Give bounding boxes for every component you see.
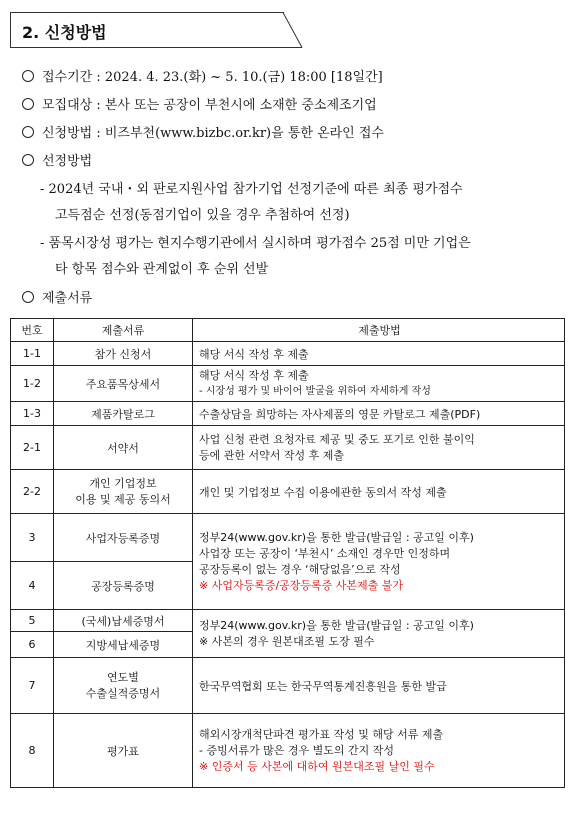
table-header-row bbox=[11, 319, 565, 342]
circle-bullet-icon bbox=[22, 98, 34, 110]
merged-method-3-4: 정부24(www.gov.kr)을 통한 발급(발급일 : 공고일 이후) 사업장 또는 공장이 ‘부천시’ 소재인 경우만 인정하며 공장등록이 없는 경우 ‘해당없음’으로 작성 ※ 사업자등록증/공장등록증 사본제출 불가 bbox=[193, 514, 565, 610]
header-method: 제출방법 bbox=[193, 319, 565, 342]
bullet-method: 신청방법 : 비즈부천(www.bizbc.or.kr)을 통한 온라인 접수 bbox=[22, 122, 384, 141]
bullet-period: 접수기간 : 2024. 4. 23.(화) ~ 5. 10.(금) 18:00 [18일간] bbox=[22, 66, 383, 85]
selection-item-1-line-2: 고득점순 선정(동점기업이 있을 경우 추첨하여 선정) bbox=[55, 208, 350, 223]
bullet-target: 모집대상 : 본사 또는 공장이 부천시에 소재한 중소제조기업 bbox=[22, 94, 377, 113]
bullet-submission: 제출서류 bbox=[22, 287, 92, 306]
table-row: 1-3 제품카탈로그 수출상담을 희망하는 자사제품의 영문 카탈로그 제출(PDF) bbox=[11, 402, 565, 426]
header-doc: 제출서류 bbox=[54, 319, 193, 342]
selection-item-2-line-2: 타 항목 점수와 관계없이 후 순위 선발 bbox=[55, 262, 269, 277]
title-box-slant bbox=[282, 12, 304, 52]
circle-bullet-icon bbox=[22, 291, 34, 303]
selection-item-1-line-1: - 2024년 국내・외 판로지원사업 참가기업 선정기준에 따른 최종 평가점수 bbox=[40, 182, 463, 197]
circle-bullet-icon bbox=[22, 126, 34, 138]
table-row: 7 연도별 수출실적증명서 한국무역협회 또는 한국무역통계진흥원을 통한 발급 bbox=[11, 658, 565, 714]
merged-method-5-6: 정부24(www.gov.kr)을 통한 발급(발급일 : 공고일 이후) ※ 사본의 경우 원본대조필 도장 필수 bbox=[193, 610, 565, 658]
table-row: 4 공장등록증명 bbox=[11, 562, 565, 610]
table-row: 2-2 개인 기업정보 이용 및 제공 동의서 개인 및 기업정보 수집 이용에관한 동의서 작성 제출 bbox=[11, 470, 565, 514]
table-row: 6 지방세납세증명 bbox=[11, 632, 565, 658]
table-row: 1-1 참가 신청서 해당 서식 작성 후 제출 bbox=[11, 342, 565, 366]
table-row: 3 사업자등록증명 정부24(www.gov.kr)을 통한 발급(발급일 : 공고일 이후) 사업장 또는 공장이 ‘부천시’ 소재인 경우만 인정하며 공장등록이 없는 경우 ‘해당없음’으로 작성 ※ 사업자등록증/공장등록증 사본제출 불가 bbox=[11, 514, 565, 562]
header-no: 번호 bbox=[11, 319, 54, 342]
table-row: 8 평가표 해외시장개척단파견 평가표 작성 및 해당 서류 제출 - 증빙서류가 많은 경우 별도의 간지 작성 ※ 인증서 등 사본에 대하여 원본대조필 날인 필수 bbox=[11, 714, 565, 788]
circle-bullet-icon bbox=[22, 70, 34, 82]
table-row: 1-2 주요품목상세서 해당 서식 작성 후 제출 - 시장성 평가 및 바이어 발굴을 위하여 자세하게 작성 bbox=[11, 366, 565, 402]
selection-item-2-line-1: - 품목시장성 평가는 현지수행기관에서 실시하며 평가점수 25점 미만 기업은 bbox=[40, 236, 471, 251]
submission-table bbox=[10, 318, 565, 788]
table-row: 2-1 서약서 사업 신청 관련 요청자료 제공 및 중도 포기로 인한 불이익 등에 관한 서약서 작성 후 제출 bbox=[11, 426, 565, 470]
section-title: 2. 신청방법 bbox=[22, 23, 107, 42]
bullet-selection: 선정방법 bbox=[22, 150, 92, 169]
table-row: 5 (국세)납세증명서 정부24(www.gov.kr)을 통한 발급(발급일 : 공고일 이후) ※ 사본의 경우 원본대조필 도장 필수 bbox=[11, 610, 565, 632]
circle-bullet-icon bbox=[22, 154, 34, 166]
